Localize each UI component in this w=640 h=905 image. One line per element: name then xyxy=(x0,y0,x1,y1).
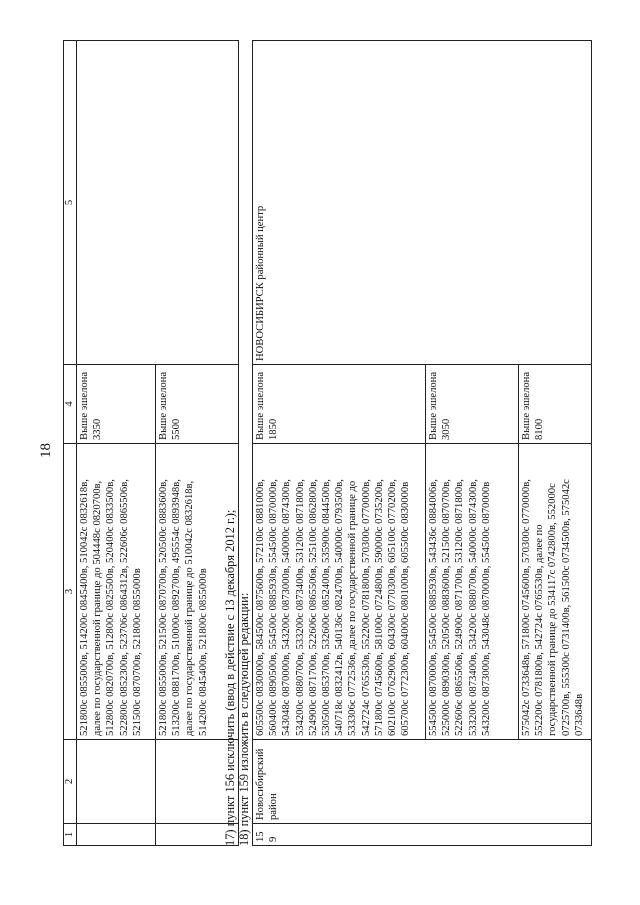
center-cell xyxy=(77,41,239,365)
center-cell: НОВОСИБИРСК районный центр xyxy=(253,41,592,365)
coordinates-line: 554500с 0870000в, 554500с 0885930в, 543436с 0884006в, xyxy=(428,479,439,736)
coordinates-line: 522800с 0852300в, 523706с 0864312в, 522606с 0865506в, xyxy=(118,479,130,736)
coordinates-line: 605700с 0772300в, 604000с 0801000в, 605500с 0830000в xyxy=(400,481,412,736)
coordinates-line: 0725700в, 555300с 0731400в, 561500с 0734500в, 575042с xyxy=(560,479,572,736)
coordinates-line: 521800с 0855000в, 521500с 0870700в, 520500с 0883600в, xyxy=(158,479,169,736)
district-name-cell: Новосибирский район xyxy=(253,740,592,824)
coordinates-line: 542724с 0765530в, 552200с 0781800в, 570300с 0770000в, xyxy=(360,479,372,736)
coordinates-cell xyxy=(519,444,592,740)
coordinates-line: 560400с 0890500в, 554500с 0885930в, 554500с 0870000в, xyxy=(268,479,280,736)
column-header-4: 4 xyxy=(64,365,77,444)
coordinates-cell xyxy=(77,444,156,740)
coordinates-line: 552200с 0781800в, 542724с 0765530в, далее по xyxy=(534,524,546,736)
number-cell xyxy=(77,824,156,846)
coordinates-line: далее по государственной границе до 504448с 0820700в, xyxy=(92,480,104,736)
coordinates-line: далее по государственной границе до 510042с 0832618в, xyxy=(184,480,196,736)
coordinates-line: 543200с 0873000в, 543048с 0870000в, 554500с 0870000в xyxy=(480,481,492,736)
coordinates-line: государственной границе до 534117с 0742800в, 552000с xyxy=(547,483,559,736)
coordinates-line: 605500с 0830000в, 584500с 0875600в, 572100с 0881000в, xyxy=(255,479,266,736)
column-header-2: 2 xyxy=(64,740,77,824)
district-cell xyxy=(77,740,156,824)
column-header-1: 1 xyxy=(64,824,77,846)
coordinates-line: 571800с 0745600в, 581000с 0724800в, 590000с 0735200в, xyxy=(373,479,385,736)
coordinates-line: 521500с 0870700в, 521800с 0855000в xyxy=(131,568,143,736)
item-number-cell: 159 xyxy=(253,824,592,846)
note-item: 18) пункт 159 изложить в следующей редакции: xyxy=(236,592,251,846)
table-header-row xyxy=(64,41,77,846)
coordinates-line: 540718с 0832412в, 540136с 0824700в, 540000с 0793500в, xyxy=(334,479,346,736)
altitude-cell: Выше эшелона 5500 xyxy=(156,365,239,444)
table-row xyxy=(77,41,156,846)
note-item: 17) пункт 156 исключить (ввод в действие с 13 декабря 2012 г.); xyxy=(223,509,237,846)
column-header-5: 5 xyxy=(64,41,77,365)
table-row xyxy=(253,41,426,846)
altitude-cell: Выше эшелона 3050 xyxy=(426,365,519,444)
coordinates-line: 543048с 0870000в, 543200с 0873000в, 540000с 0874300в, xyxy=(281,479,293,736)
coordinates-line: 533306с 0772536в, далее по государственной границе до xyxy=(347,480,359,736)
coordinates-line: 0733648в xyxy=(573,693,585,736)
altitude-cell: Выше эшелона 8100 xyxy=(519,365,592,444)
altitude-cell: Выше эшелона 3350 xyxy=(77,365,156,444)
coordinates-line: 512800с 0820700в, 512800с 0825500в, 520400с 0833500в, xyxy=(105,479,117,736)
coordinates-line: 522606с 0865506в, 524900с 0871700в, 531200с 0871800в, xyxy=(454,479,466,736)
coordinates-line: 525000с 0890300в, 520500с 0883600в, 521500с 0870700в, xyxy=(441,479,453,736)
coordinates-line: 602100с 0762900в, 604300с 0770300в, 605100с 0770200в, xyxy=(387,479,399,736)
page-number: 18 xyxy=(38,443,54,458)
coordinates-cell xyxy=(426,444,519,740)
altitude-cell: Выше эшелона 1850 xyxy=(253,365,426,444)
coordinates-line: 513200с 0881700в, 510000с 0892700в, 495554с 0893948в, xyxy=(171,479,183,736)
amendment-notes xyxy=(224,510,251,846)
column-header-3: 3 xyxy=(64,444,77,740)
coordinates-line: 534200с 0880700в, 533200с 0873400в, 531200с 0871800в, xyxy=(294,479,306,736)
coordinates-line: 530500с 0853700в, 532600с 0852400в, 535900с 0844500в, xyxy=(321,479,333,736)
coordinates-line: 524900с 0871700в, 522606с 0865506в, 525100с 0862800в, xyxy=(307,479,319,736)
coordinates-line: 514200с 0845400в, 521800с 0855000в xyxy=(197,568,209,736)
coordinates-line: 533200с 0873400в, 534200с 0880700в, 540000с 0874300в, xyxy=(467,479,479,736)
coordinates-cell xyxy=(253,444,426,740)
airspace-table-item-159 xyxy=(252,40,592,846)
coordinates-line: 521800с 0855000в, 514200с 0845400в, 510042с 0832618в, xyxy=(79,479,90,736)
coordinates-line: 575042с 0733648в, 571800с 0745600в, 570300с 0770000в, xyxy=(521,479,532,736)
airspace-table-continued xyxy=(63,40,239,846)
